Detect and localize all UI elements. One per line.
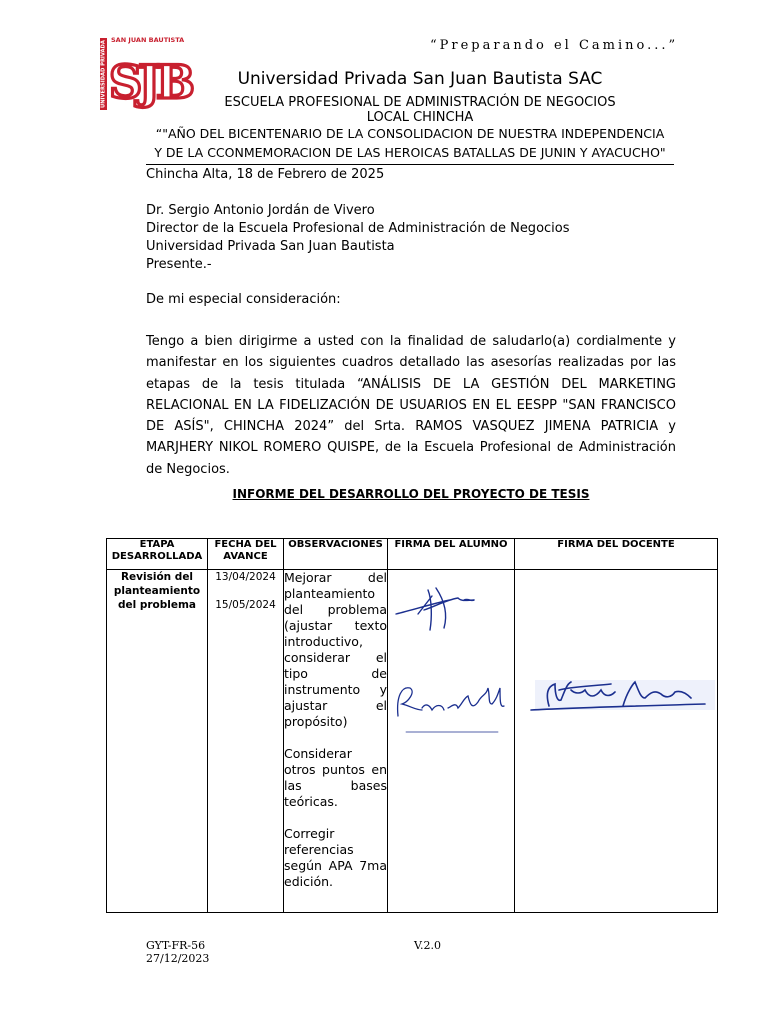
header-divider <box>146 164 674 165</box>
teacher-signature-image <box>515 570 718 730</box>
column-header-stage: ETAPA DESARROLLADA <box>107 539 208 570</box>
report-title: INFORME DEL DESARROLLO DEL PROYECTO DE TESIS <box>232 487 590 501</box>
column-header-date: FECHA DEL AVANCE <box>208 539 284 570</box>
column-header-student-signature: FIRMA DEL ALUMNO <box>388 539 515 570</box>
university-logo <box>100 34 191 114</box>
letter-date: Chincha Alta, 18 de Febrero de 2025 <box>146 167 385 182</box>
letter-greeting: De mi especial consideración: <box>146 292 341 307</box>
year-title-line2: Y DE LA CCONMEMORACION DE LAS HEROICAS BATALLAS DE JUNIN Y AYACUCHO" <box>154 145 666 160</box>
footer-version: V.2.0 <box>414 939 442 952</box>
student-signature-image <box>388 570 515 730</box>
table-header-row <box>107 539 718 570</box>
addressee-line: Presente.- <box>146 257 212 272</box>
campus-name: LOCAL CHINCHA <box>366 110 474 125</box>
svg-text:SAN JUAN BAUTISTA: SAN JUAN BAUTISTA <box>111 36 185 44</box>
footer-document-code <box>146 939 209 965</box>
addressee-block <box>146 202 676 274</box>
form-code: GYT-FR-56 <box>146 939 206 952</box>
addressee-line: Dr. Sergio Antonio Jordán de Vivero <box>146 203 375 218</box>
student-signature-cell <box>388 570 515 913</box>
university-name: Universidad Privada San Juan Bautista SAC <box>237 69 603 89</box>
addressee-line: Universidad Privada San Juan Bautista <box>146 239 395 254</box>
observation-item: Mejorar del planteamiento del problema (ajustar texto introductivo, considerar el tipo de instrumento y ajustar el propósito) <box>284 570 387 729</box>
table-row <box>107 570 718 913</box>
svg-text:SJB: SJB <box>109 55 191 109</box>
observations-cell <box>284 570 388 913</box>
letter-paragraph: Tengo a bien dirigirme a usted con la finalidad de saludarlo(a) cordialmente y manifestar en los siguientes cuadros detallado las asesorías realizadas por las etapas de la tesis titulada “ANÁLISIS DE LA GESTIÓN DEL MARKETING RELACIONAL EN LA FIDELIZACIÓN DE USUARIOS EN EL EESPP "SAN FRANCISCO DE ASÍS", CHINCHA 2024” del Srta. RAMOS VASQUEZ JIMENA PATRICIA y MARJHERY NIKOL ROMERO QUISPE, de la Escuela Profesional de Administración de Negocios. <box>146 334 676 477</box>
year-title-line1: “"AÑO DEL BICENTENARIO DE LA CONSOLIDACION DE NUESTRA INDEPENDENCIA <box>155 126 665 141</box>
header-motto: “Preparando el Camino...” <box>430 38 679 53</box>
svg-text:UNIVERSIDAD PRIVADA: UNIVERSIDAD PRIVADA <box>100 40 107 108</box>
observation-item: Corregir referencias según APA 7ma edición. <box>284 826 387 889</box>
column-header-teacher-signature: FIRMA DEL DOCENTE <box>515 539 718 570</box>
stage-cell: Revisión del planteamiento del problema <box>107 570 208 913</box>
school-name: ESCUELA PROFESIONAL DE ADMINISTRACIÓN DE NEGOCIOS <box>224 95 616 110</box>
advance-date: 15/05/2024 <box>215 599 276 611</box>
date-cell <box>208 570 284 913</box>
addressee-line: Director de la Escuela Profesional de Administración de Negocios <box>146 221 570 236</box>
advance-date: 13/04/2024 <box>215 571 276 583</box>
form-date: 27/12/2023 <box>146 952 210 965</box>
column-header-observations: OBSERVACIONES <box>284 539 388 570</box>
observation-item: Considerar otros puntos en las bases teóricas. <box>284 746 387 809</box>
teacher-signature-cell <box>515 570 718 913</box>
report-table <box>106 538 718 913</box>
